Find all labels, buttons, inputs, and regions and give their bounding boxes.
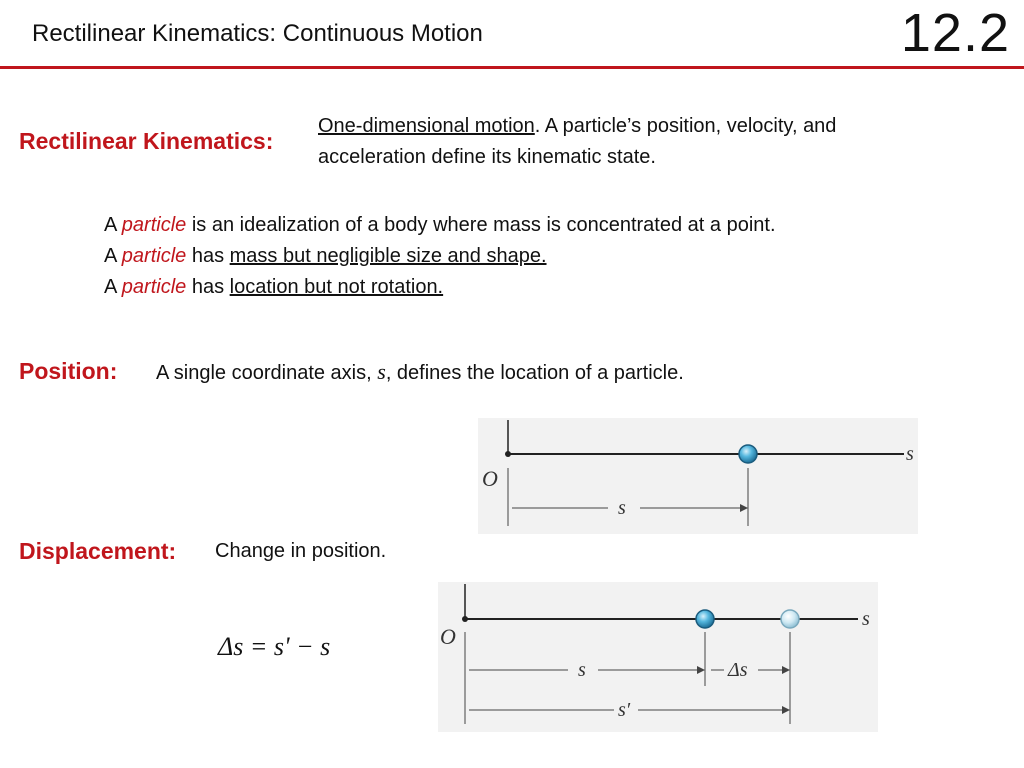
particle-ball — [739, 445, 757, 463]
slide-title: Rectilinear Kinematics: Continuous Motion — [32, 20, 483, 47]
one-dimensional-term: One-dimensional motion — [318, 115, 535, 137]
axis-label: s — [862, 608, 870, 630]
particle-line: A particle is an idealization of a body where mass is concentrated at a point. — [104, 214, 776, 236]
position-diagram — [478, 418, 918, 534]
displacement-label: Displacement: — [19, 538, 177, 564]
displacement-equation: Δs = s' − s — [218, 632, 331, 661]
origin-point — [462, 616, 468, 622]
particle-word: particle — [121, 276, 187, 298]
section-number: 12.2 — [900, 3, 1010, 63]
origin-label: O — [482, 466, 498, 491]
displacement-description: Change in position. — [215, 540, 387, 562]
diagram-background — [478, 418, 918, 534]
delta-s-label: Δs — [728, 659, 748, 681]
particle-word: particle — [121, 214, 187, 236]
particle-line: A particle has mass but negligible size and shape. — [104, 245, 547, 267]
description-line2: acceleration define its kinematic state. — [318, 146, 656, 168]
s-symbol: s — [377, 359, 386, 384]
description-rest: . A particle’s position, velocity, and — [534, 115, 837, 137]
particle-line: A particle has location but not rotation. — [104, 276, 444, 298]
rectilinear-kinematics-label: Rectilinear Kinematics: — [19, 128, 274, 154]
s-dimension-label: s — [578, 659, 586, 681]
axis-label: s — [906, 443, 914, 465]
dimension-label: s — [618, 497, 626, 519]
displacement-diagram — [438, 582, 878, 732]
particle-word: particle — [121, 245, 187, 267]
s-prime-label: s′ — [618, 699, 631, 721]
header-divider — [0, 66, 1024, 69]
rectilinear-description — [318, 111, 998, 173]
origin-point — [505, 451, 511, 457]
position-label: Position: — [19, 358, 118, 384]
position-description: A single coordinate axis, s, defines the location of a particle. — [156, 359, 684, 384]
origin-label: O — [440, 624, 456, 649]
particle-final — [781, 610, 799, 628]
particle-initial — [696, 610, 714, 628]
particle-definitions — [104, 210, 1004, 303]
